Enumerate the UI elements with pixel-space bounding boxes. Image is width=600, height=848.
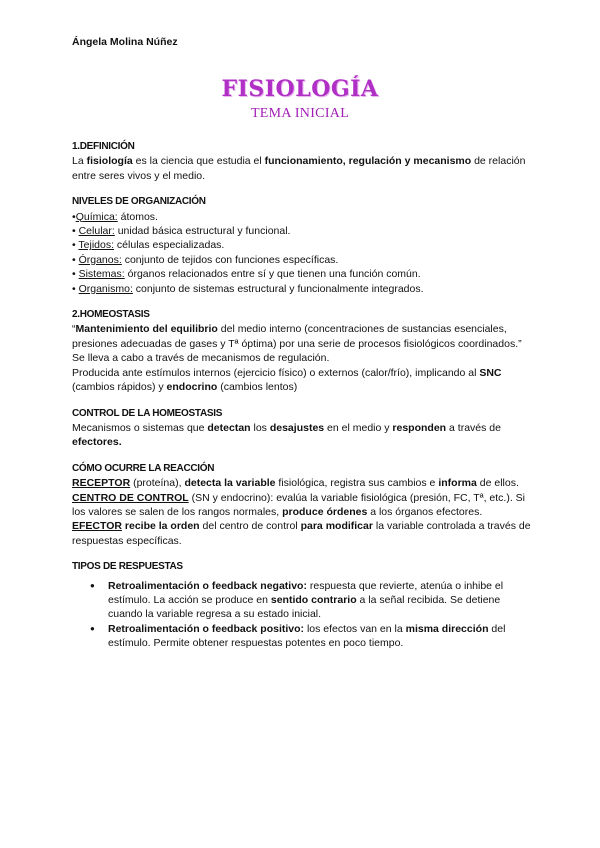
levels-list — [72, 210, 532, 296]
paragraph-receptor: RECEPTOR (proteína), detecta la variable fisiológica, registra sus cambios e informa de ellos. — [72, 477, 519, 490]
document-body — [72, 140, 532, 651]
paragraph: “Mantenimiento del equilibrio del medio interno (concentraciones de sustancias esenciales, presiones adecuadas de gases y Tª óptima) por una serie de procesos fisiológicos coordinados.” — [72, 323, 522, 350]
document-subtitle: TEMA INICIAL — [250, 106, 350, 121]
list-item: • Tejidos: células especializadas. — [72, 239, 225, 252]
responses-list — [72, 579, 532, 651]
list-item: • Celular: unidad básica estructural y funcional. — [72, 225, 291, 238]
list-item-feedback-positivo: ● Retroalimentación o feedback positivo: los efectos van en la misma dirección del estímulo. Permite obtener respuestas potentes en poco tiempo. — [108, 622, 532, 651]
section-heading: 1.DEFINICIÓN — [72, 141, 135, 152]
section-heading: CÓMO OCURRE LA REACCIÓN — [72, 462, 215, 474]
paragraph-centro-control: CENTRO DE CONTROL (SN y endocrino): evalúa la variable fisiológica (presión, FC, Tª, etc.). Si los valores se salen de los rangos normales, produce órdenes a los órganos efectores. — [72, 491, 525, 518]
section-heading: CONTROL DE LA HOMEOSTASIS — [72, 407, 223, 419]
section-respuestas — [72, 560, 532, 650]
author-name: Ángela Molina Núñez — [72, 36, 178, 48]
list-item: •Química: átomos. — [72, 210, 158, 223]
section-definicion — [72, 140, 532, 183]
paragraph: Producida ante estímulos internos (ejercicio físico) o externos (calor/frío), implicando al SNC (cambios rápidos) y endocrino (cambios lentos) — [72, 366, 502, 394]
section-heading: NIVELES DE ORGANIZACIÓN — [72, 196, 206, 208]
list-item: • Sistemas: órganos relacionados entre sí y que tienen una función común. — [72, 268, 421, 281]
section-reaccion — [72, 462, 532, 548]
section-homeostasis — [72, 308, 532, 394]
list-item: • Órganos: conjunto de tejidos con funciones específicas. — [72, 253, 339, 266]
section-heading: TIPOS DE RESPUESTAS — [72, 561, 183, 573]
document-title: FISIOLOGÍA — [221, 76, 379, 102]
section-niveles — [72, 195, 532, 296]
paragraph: Mecanismos o sistemas que detectan los desajustes en el medio y responden a través de efectores. — [72, 421, 501, 449]
list-item-feedback-negativo: ● Retroalimentación o feedback negativo: respuesta que revierte, atenúa o inhibe el estímulo. La acción se produce en sentido contrario a la señal recibida. Se detiene cuando la variable regresa a su estado inicial. — [108, 579, 532, 622]
section-heading: 2.HOMEOSTASIS — [72, 309, 150, 321]
paragraph-efector: EFECTOR recibe la orden del centro de control para modificar la variable controlada a través de respuestas específicas. — [72, 520, 531, 547]
paragraph: La fisiología es la ciencia que estudia el funcionamiento, regulación y mecanismo de relación entre seres vivos y el medio. — [72, 155, 526, 182]
list-item: • Organismo: conjunto de sistemas estructural y funcionalmente integrados. — [72, 282, 424, 295]
paragraph: Se lleva a cabo a través de mecanismos de regulación. — [72, 352, 330, 365]
section-control — [72, 407, 532, 450]
